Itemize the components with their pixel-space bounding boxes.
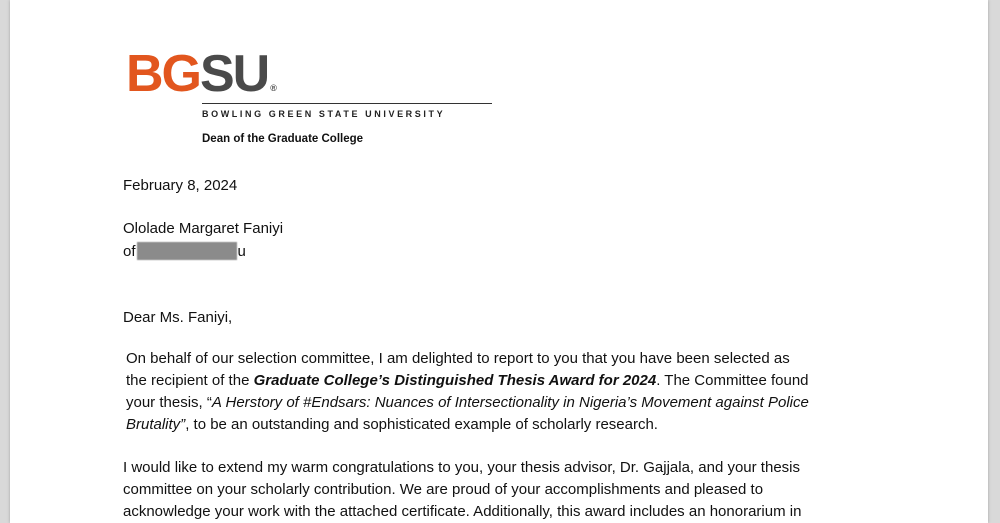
letterhead-rule [202,103,492,104]
paragraph-selection [126,348,809,436]
paragraph-line: committee on your scholarly contribution. We are proud of your accomplishments and pleased to [123,481,764,498]
text-run: your thesis, “ [126,394,212,411]
logo-su-letters: SU [200,45,269,103]
paragraph-line [126,392,809,414]
paragraph-line: On behalf of our selection committee, I am delighted to report to you that you have been selected as [126,350,790,367]
paragraph-congratulations [123,457,801,523]
letter-date: February 8, 2024 [123,177,238,194]
text-run: , to be an outstanding and sophisticated example of scholarly research. [185,416,658,433]
paragraph-line: acknowledge your work with the attached certificate. Additionally, this award includes an honorarium in [123,503,802,520]
address-prefix: of [123,243,136,260]
bgsu-logo [126,45,277,114]
university-name: BOWLING GREEN STATE UNIVERSITY [202,109,446,119]
salutation: Dear Ms. Faniyi, [123,309,233,326]
paragraph-line [126,370,809,392]
text-run: the recipient of the [126,372,254,389]
paragraph-line: I would like to extend my warm congratulations to you, your thesis advisor, Dr. Gajjala, and your thesis [123,459,800,476]
award-name: Graduate College’s Distinguished Thesis Award for 2024 [253,372,657,389]
department-name: Dean of the Graduate College [202,133,364,145]
text-run: . The Committee found [656,372,809,389]
recipient-address [123,241,246,263]
registered-mark: ® [270,83,277,93]
thesis-title-end: Brutality” [126,416,186,433]
thesis-title: A Herstory of #Endsars: Nuances of Intersectionality in Nigeria’s Movement against Police [211,394,809,411]
redaction-bar [137,242,237,260]
logo-bg-letters: BG [126,45,200,103]
paragraph-line [126,414,809,436]
letter-page [10,0,988,523]
address-suffix: u [237,243,246,260]
recipient-name: Ololade Margaret Faniyi [123,220,284,237]
